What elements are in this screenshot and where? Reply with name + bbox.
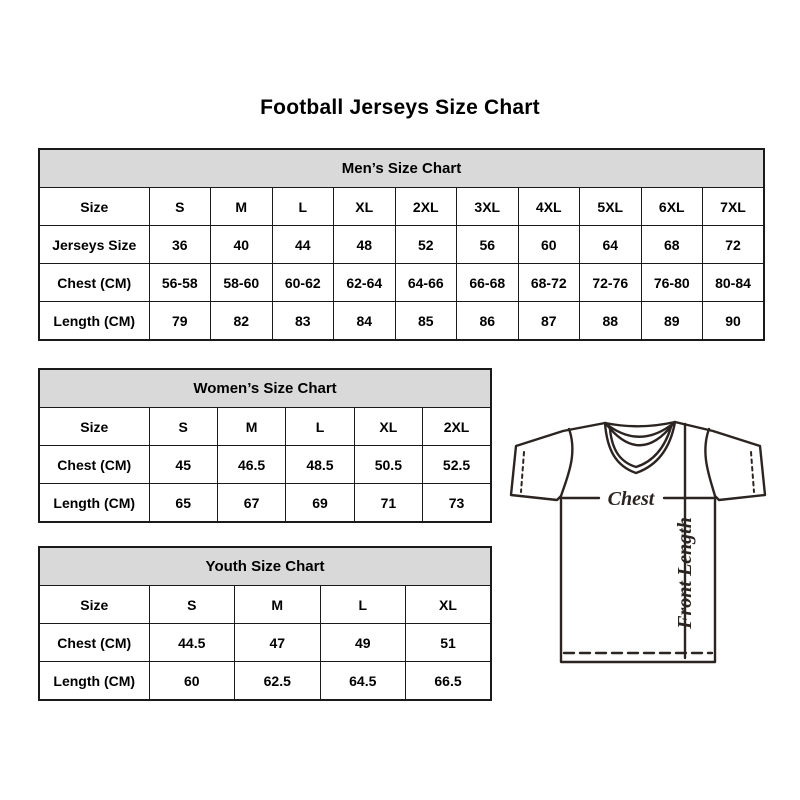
size-value-cell: L [272, 188, 334, 226]
table-row [39, 408, 491, 446]
size-value-cell: 60 [149, 662, 235, 701]
table-row [39, 624, 491, 662]
size-value-cell: M [235, 586, 321, 624]
row-label: Jerseys Size [39, 226, 149, 264]
table-row [39, 484, 491, 523]
size-value-cell: 52 [395, 226, 457, 264]
womens-size-table [38, 368, 492, 523]
size-value-cell: 40 [211, 226, 273, 264]
size-value-cell: S [149, 586, 235, 624]
size-value-cell: 5XL [580, 188, 642, 226]
size-value-cell: 87 [518, 302, 580, 341]
table-row [39, 662, 491, 701]
mens-size-table [38, 148, 765, 341]
size-value-cell: XL [354, 408, 422, 446]
size-value-cell: 65 [149, 484, 217, 523]
size-value-cell: 88 [580, 302, 642, 341]
size-value-cell: 3XL [457, 188, 519, 226]
size-value-cell: L [320, 586, 406, 624]
page-title: Football Jerseys Size Chart [260, 96, 540, 119]
size-value-cell: 67 [217, 484, 285, 523]
size-value-cell: 90 [703, 302, 765, 341]
size-value-cell: 66.5 [406, 662, 492, 701]
size-value-cell: 51 [406, 624, 492, 662]
size-value-cell: 58-60 [211, 264, 273, 302]
size-value-cell: 45 [149, 446, 217, 484]
size-value-cell: 62-64 [334, 264, 396, 302]
size-value-cell: S [149, 188, 211, 226]
size-value-cell: 64 [580, 226, 642, 264]
row-label: Chest (CM) [39, 446, 149, 484]
table-row [39, 264, 764, 302]
size-value-cell: 46.5 [217, 446, 285, 484]
size-value-cell: 68-72 [518, 264, 580, 302]
jersey-measurement-diagram [505, 410, 770, 675]
size-value-cell: 69 [286, 484, 354, 523]
size-value-cell: 71 [354, 484, 422, 523]
size-value-cell: XL [406, 586, 492, 624]
table-row [39, 302, 764, 341]
jersey-outline [511, 422, 765, 662]
row-label: Length (CM) [39, 484, 149, 523]
chest-label: Chest [607, 488, 655, 510]
size-value-cell: 48 [334, 226, 396, 264]
size-value-cell: 49 [320, 624, 406, 662]
row-label: Size [39, 188, 149, 226]
size-value-cell: 2XL [423, 408, 491, 446]
row-label: Chest (CM) [39, 624, 149, 662]
row-label: Chest (CM) [39, 264, 149, 302]
size-value-cell: 2XL [395, 188, 457, 226]
size-value-cell: 64.5 [320, 662, 406, 701]
row-label: Size [39, 586, 149, 624]
size-value-cell: S [149, 408, 217, 446]
size-value-cell: 47 [235, 624, 321, 662]
size-value-cell: 60-62 [272, 264, 334, 302]
table-title: Women’s Size Chart [39, 369, 491, 408]
row-label: Length (CM) [39, 302, 149, 341]
size-value-cell: 80-84 [703, 264, 765, 302]
size-value-cell: 64-66 [395, 264, 457, 302]
size-value-cell: 89 [641, 302, 703, 341]
table-row [39, 226, 764, 264]
size-value-cell: 50.5 [354, 446, 422, 484]
size-value-cell: 82 [211, 302, 273, 341]
size-value-cell: 83 [272, 302, 334, 341]
size-value-cell: 86 [457, 302, 519, 341]
size-value-cell: M [211, 188, 273, 226]
size-value-cell: 36 [149, 226, 211, 264]
size-value-cell: L [286, 408, 354, 446]
size-value-cell: 56 [457, 226, 519, 264]
table-row [39, 586, 491, 624]
size-value-cell: 68 [641, 226, 703, 264]
youth-size-table [38, 546, 492, 701]
size-value-cell: 52.5 [423, 446, 491, 484]
size-value-cell: 62.5 [235, 662, 321, 701]
size-value-cell: 79 [149, 302, 211, 341]
table-title: Youth Size Chart [39, 547, 491, 586]
row-label: Length (CM) [39, 662, 149, 701]
size-value-cell: 60 [518, 226, 580, 264]
size-value-cell: 84 [334, 302, 396, 341]
size-value-cell: 73 [423, 484, 491, 523]
size-value-cell: 72-76 [580, 264, 642, 302]
size-value-cell: 48.5 [286, 446, 354, 484]
table-title: Men’s Size Chart [39, 149, 764, 188]
size-value-cell: XL [334, 188, 396, 226]
size-value-cell: 44.5 [149, 624, 235, 662]
size-value-cell: M [217, 408, 285, 446]
size-value-cell: 85 [395, 302, 457, 341]
row-label: Size [39, 408, 149, 446]
front-length-label: Front Length [674, 517, 696, 629]
size-value-cell: 6XL [641, 188, 703, 226]
size-value-cell: 76-80 [641, 264, 703, 302]
size-value-cell: 7XL [703, 188, 765, 226]
size-value-cell: 56-58 [149, 264, 211, 302]
size-value-cell: 66-68 [457, 264, 519, 302]
size-value-cell: 72 [703, 226, 765, 264]
table-row [39, 446, 491, 484]
size-value-cell: 44 [272, 226, 334, 264]
table-row [39, 188, 764, 226]
size-value-cell: 4XL [518, 188, 580, 226]
